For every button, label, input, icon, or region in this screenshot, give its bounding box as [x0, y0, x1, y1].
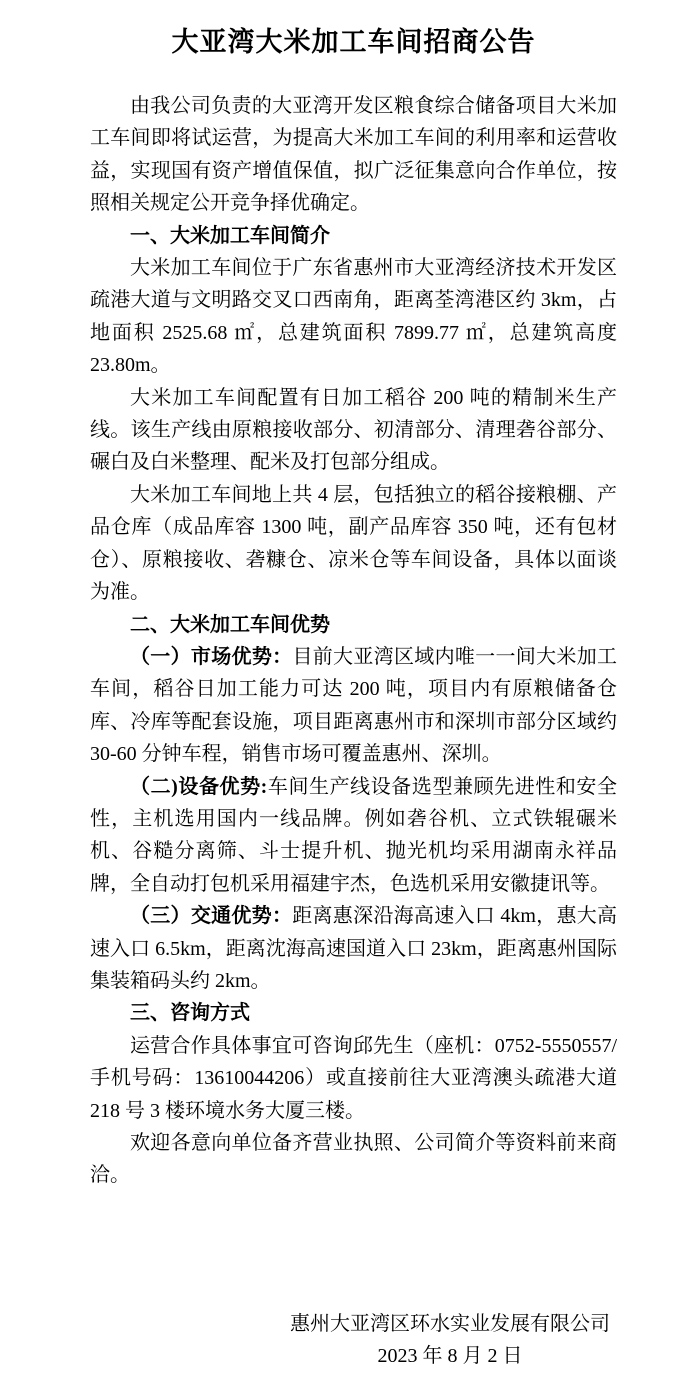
paragraph-lead-in: 二、大米加工车间优势 [130, 613, 330, 636]
section-heading [90, 220, 617, 252]
paragraph-text: 大米加工车间配置有日加工稻谷 200 吨的精制米生产线。该生产线由原粮接收部分、初清部分、清理砻谷部分、碾白及白米整理、配米及打包部分组成。 [90, 386, 617, 474]
document-paragraph [90, 1127, 617, 1192]
document-paragraph [90, 252, 617, 382]
paragraph-lead-in: （二)设备优势: [130, 775, 268, 798]
paragraph-lead-in: （一）市场优势： [130, 645, 293, 668]
paragraph-text: 车间生产线设备选型兼顾先进性和安全性，主机选用国内一线品牌。例如砻谷机、立式铁辊碾米机、谷糙分离筛、斗士提升机、抛光机均采用湖南永祥品牌，全自动打包机采用福建宇杰，色选机采用安徽捷讯等。 [90, 775, 617, 895]
document-paragraph [90, 90, 617, 220]
paragraph-text: 距离惠深沿海高速入口 4km，惠大高速入口 6.5km，距离沈海高速国道入口 23km，距离惠州国际集装箱码头约 2km。 [90, 905, 618, 992]
paragraph-text: 大米加工车间位于广东省惠州市大亚湾经济技术开发区疏港大道与文明路交叉口西南角，距离荃湾港区约 3km，占地面积 2525.68 ㎡，总建筑面积 7899.77 ㎡，总建筑高度 23.80m。 [90, 257, 617, 377]
signature-date: 2023 年 8 月 2 日 [377, 1345, 523, 1368]
paragraph-lead-in: 三、咨询方式 [130, 1002, 250, 1025]
document-paragraph [90, 641, 617, 771]
document-paragraph [90, 479, 617, 609]
signature-block [90, 1308, 617, 1373]
section-heading [90, 997, 617, 1029]
paragraph-text: 大米加工车间地上共 4 层，包括独立的稻谷接粮棚、产品仓库（成品库容 1300 吨，副产品库容 350 吨，还有包材仓）、原粮接收、砻糠仓、凉米仓等车间设备，具体以面谈为准。 [90, 483, 617, 604]
paragraph-text: 运营合作具体事宜可咨询邱先生（座机：0752-5550557/手机号码：13610044206）或直接前往大亚湾澳头疏港大道 218 号 3 楼环境水务大厦三楼。 [90, 1034, 617, 1122]
document-paragraph [90, 1030, 617, 1127]
paragraph-text: 由我公司负责的大亚湾开发区粮食综合储备项目大米加工车间即将试运营，为提高大米加工车间的利用率和运营收益，实现国有资产增值保值，拟广泛征集意向合作单位，按照相关规定公开竞争择优确定。 [90, 95, 617, 215]
document-paragraph [90, 382, 617, 479]
signature-company: 惠州大亚湾区环水实业发展有限公司 [290, 1312, 610, 1335]
paragraph-text: 欢迎各意向单位备齐营业执照、公司简介等资料前来商洽。 [90, 1132, 617, 1187]
paragraph-text: 目前大亚湾区域内唯一一间大米加工车间，稻谷日加工能力可达 200 吨，项目内有原粮储备仓库、冷库等配套设施，项目距离惠州市和深圳市部分区域约 30-60 分钟车程，销售市场可覆盖惠州、深圳。 [90, 645, 618, 766]
document-body [90, 90, 617, 1192]
document-paragraph [90, 900, 617, 997]
paragraph-lead-in: （三）交通优势： [130, 905, 293, 928]
paragraph-lead-in: 一、大米加工车间简介 [130, 224, 330, 247]
section-heading [90, 609, 617, 641]
document-paragraph [90, 771, 617, 901]
signature-inner [290, 1308, 610, 1373]
document-title: 大亚湾大米加工车间招商公告 [171, 27, 536, 57]
